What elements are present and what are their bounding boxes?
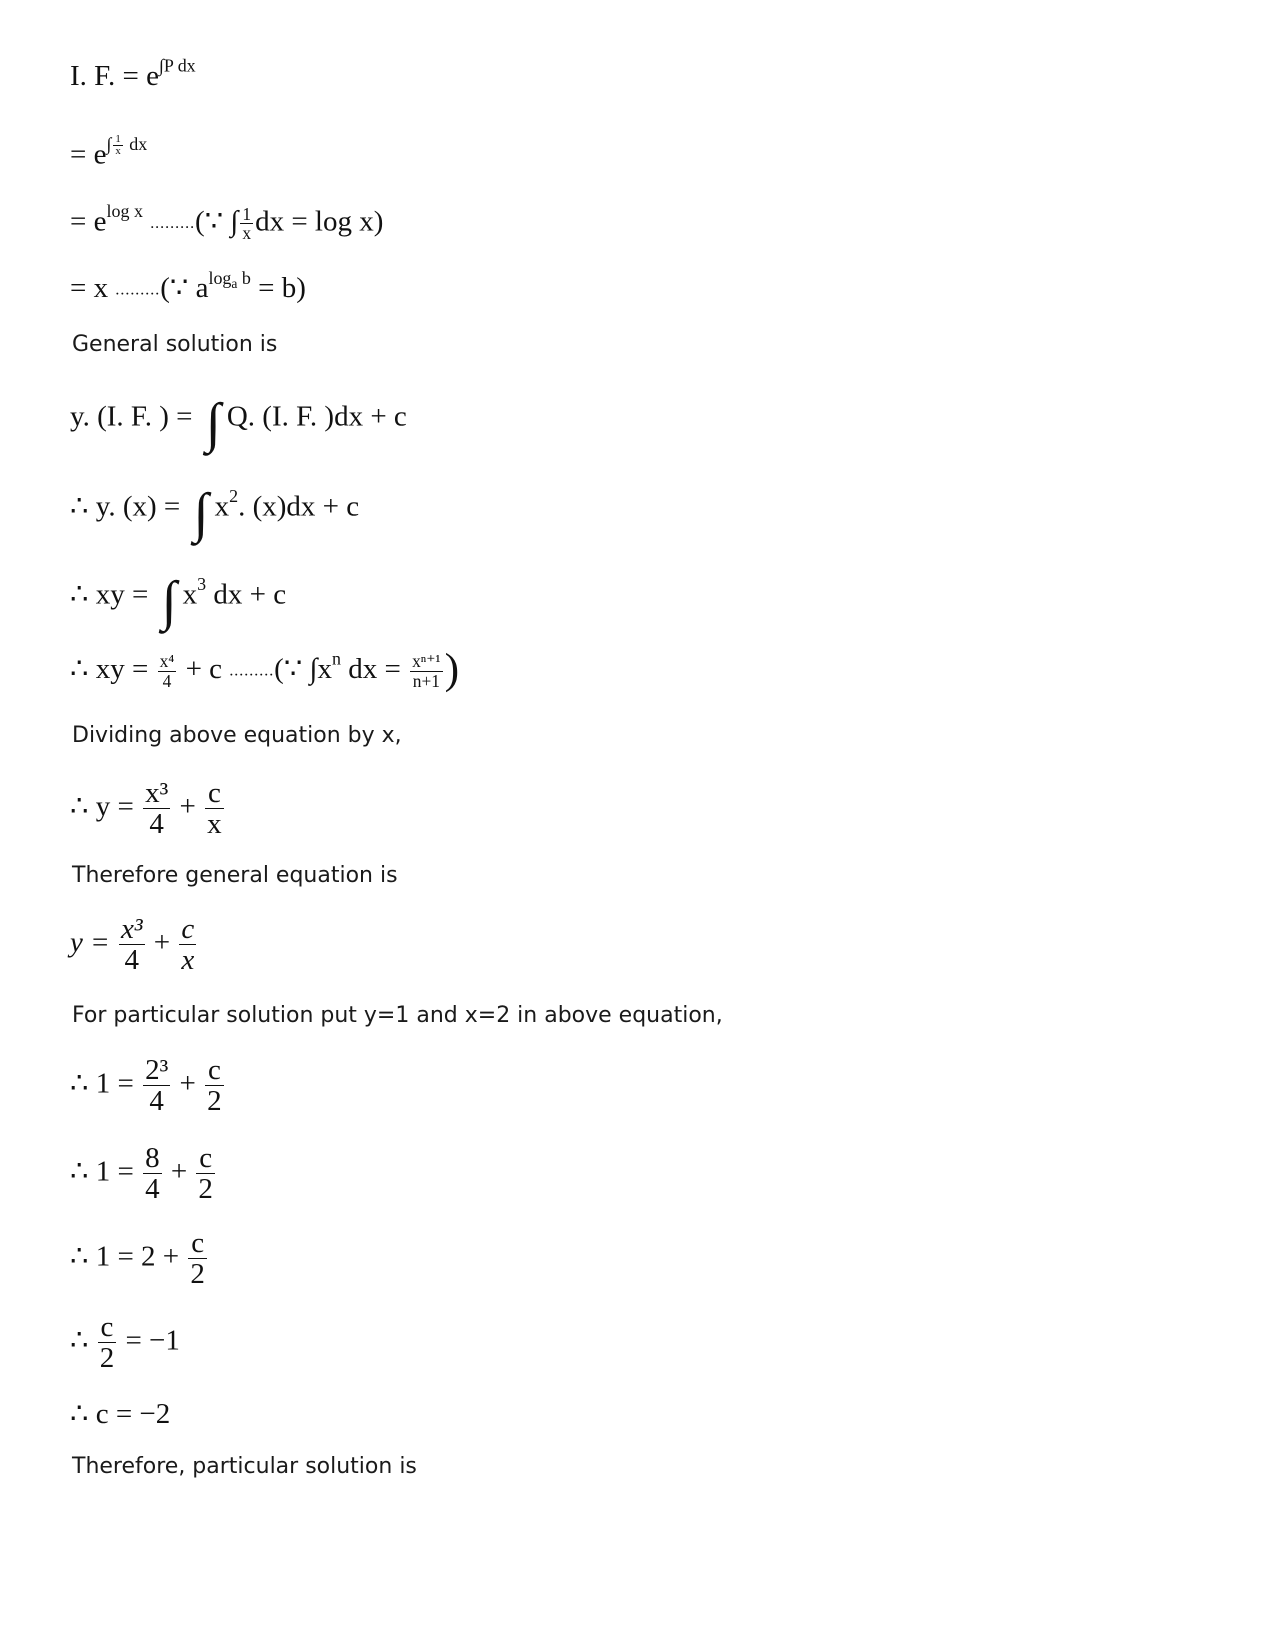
exponent: loga b [208, 267, 251, 291]
fraction: $\frac{\text{2³}}{4}$ [145, 1054, 169, 1118]
integral-sign: ∫ [193, 482, 209, 543]
because-clause: (∵ a [160, 272, 209, 304]
particular-step4: ∴ $\frac{c}{2}$ = −1 [70, 1311, 180, 1375]
fraction: $\frac{1}{x}$ [242, 204, 252, 244]
if-definition [70, 55, 196, 92]
if-lhs: I. F. = [70, 60, 147, 92]
general-solution-step1: ∴ y. (x) = ∫ $x^2$. (x)dx + c [70, 482, 360, 543]
exponent: ∫P dx [158, 55, 196, 76]
general-solution-formula: y. (I. F. ) = ∫ Q. (I. F. )dx + c [70, 392, 407, 453]
because-rest: dx = log x) [255, 205, 384, 238]
exp-base: e [146, 60, 159, 92]
dots: ......... [229, 662, 275, 680]
text-general-solution: General solution is [72, 332, 278, 357]
fraction: $\frac{\text{x⁴}}{4}$ [159, 651, 175, 691]
fraction: $\frac{8}{4}$ [145, 1142, 160, 1206]
exponent: ∫ 1 x dx [106, 133, 148, 158]
fraction: $\frac{1}{x}$ [115, 133, 121, 158]
if-result [70, 267, 306, 304]
dots: ......... [150, 215, 196, 233]
general-solution-step2: ∴ xy = ∫ $x^3$ dx + c [70, 570, 287, 631]
fraction: $\frac{\text{xⁿ⁺¹}}{n+1}$ [412, 651, 441, 691]
fraction: $\frac{\text{x³}}{4}$ [145, 777, 169, 841]
text-therefore-particular: Therefore, particular solution is [72, 1454, 417, 1479]
general-solution-step3: ∴ xy = $\frac{\text{x⁴}}{4}$ + c .........(∵ $\int x^n$ dx = $\frac{\text{xⁿ⁺¹}}{n+1}$ ) [70, 645, 460, 693]
if-value: = x [70, 272, 116, 304]
division-result: ∴ y = $\frac{\text{x³}}{4}$ + $\frac{c}{x}$ [70, 777, 222, 841]
exponent: log x [106, 200, 143, 221]
text-dividing: Dividing above equation by x, [72, 723, 402, 748]
equals: = [70, 138, 94, 171]
because-clause: (∵ ∫x [274, 652, 332, 685]
general-equation: y = $\frac{\text{x³}}{4}$ + $\frac{c}{x}$ [70, 913, 195, 977]
particular-step5: ∴ c = −2 [70, 1398, 171, 1430]
if-log-step [70, 200, 384, 244]
fraction: $\frac{c}{2}$ [198, 1142, 213, 1206]
particular-step2: ∴ 1 = $\frac{8}{4}$ + $\frac{c}{2}$ [70, 1142, 213, 1206]
because-rest: = b) [250, 272, 306, 304]
fraction: $\frac{c}{2}$ [99, 1311, 115, 1375]
exp-base: e [93, 205, 107, 238]
if-substitution [70, 134, 147, 169]
particular-step1: ∴ 1 = $\frac{\text{2³}}{4}$ + $\frac{c}{2}$ [70, 1054, 222, 1118]
fraction: $\frac{c}{2}$ [190, 1227, 205, 1291]
fraction: $\frac{c}{2}$ [207, 1054, 222, 1118]
exp-base: e [93, 138, 107, 171]
fraction: $\frac{\text{x³}}{4}$ [120, 913, 143, 977]
fraction: $\frac{c}{x}$ [181, 913, 195, 977]
because-clause: (∵ ∫ [195, 205, 239, 238]
integral-sign: ∫ [205, 392, 221, 453]
particular-step3: ∴ 1 = 2 + $\frac{c}{2}$ [70, 1227, 205, 1291]
dots: ......... [115, 281, 161, 299]
fraction: $\frac{c}{x}$ [207, 777, 222, 841]
integral-sign: ∫ [161, 570, 177, 631]
text-particular: For particular solution put y=1 and x=2 in above equation, [72, 1003, 723, 1028]
equals: = [70, 205, 94, 238]
text-therefore-general: Therefore general equation is [72, 863, 398, 888]
